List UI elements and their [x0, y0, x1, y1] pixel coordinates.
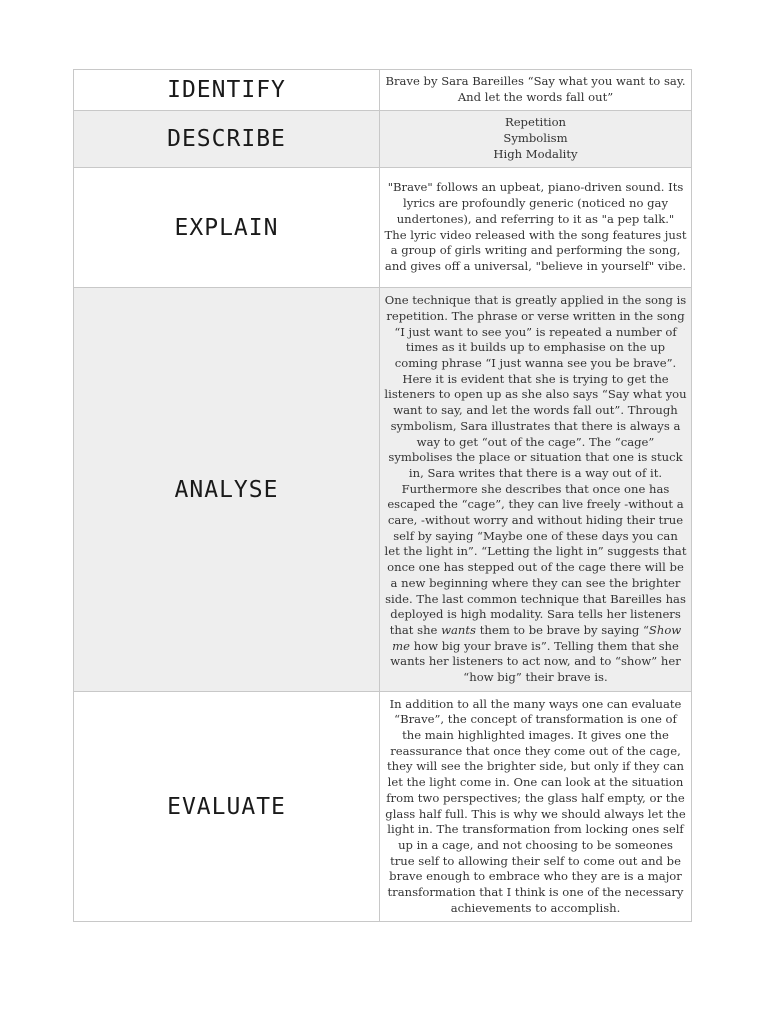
row-explain [74, 168, 692, 288]
describe-item-repetition: Repetition [504, 115, 567, 130]
row-describe [74, 111, 692, 168]
evaluate-text: In addition to all the many ways one can evaluate “Brave”, the concept of transformation is one of the main highlighted images. It gives one the reassurance that once they come out of the cage, they will see the brighter side, but only if they can let the light come in. One can look at the situation from two perspectives; the glass half empty, or the glass half full. This is why we should always let the light in. The transformation from locking ones self up in a cage, and not choosing to be someones true self to allowing their self to come out and be brave enough to embrace who they are is a major transformation that I think is one of the necessary achievements to accomplish. [380, 692, 692, 922]
row-evaluate [74, 692, 692, 922]
analyse-text-end: how big your brave is”. Telling them that she wants her listeners to act now, and to “show” her “how big” their brave is. [390, 638, 681, 685]
analyse-emphasis-show-me: Show me [392, 622, 682, 653]
analyse-label: ANALYSE [74, 288, 380, 692]
describe-list [380, 111, 692, 168]
describe-label: DESCRIBE [74, 111, 380, 168]
analyse-text-main: One technique that is greatly applied in the song is repetition. The phrase or verse written in the song “I just want to see you” is repeated a number of times as it builds up to emphasise on the up coming phrase “I just wanna see you be brave”. Here it is evident that she is trying to get the listeners to open up as she also says “Say what you want to say, and let the words fall out”. Through symbolism, Sara illustrates that there is always a way to get “out of the cage”. The “cage” symbolises the place or situation that one is stuck in, Sara writes that there is a way out of it. Furthermore she describes that once one has escaped the “cage”, they can live freely -without a care, -without worry and without hiding their true self by saying “Maybe one of these days you can let the light in”. “Letting the light in” suggests that once one has stepped out of the cage there will be a new beginning where they can see the brighter side. The last common technique that Bareilles has deployed is high modality. Sara tells her listeners that she [384, 293, 687, 637]
describe-item-high-modality: High Modality [493, 146, 578, 161]
row-analyse [74, 288, 692, 692]
describe-item-symbolism: Symbolism [503, 131, 568, 146]
explain-label: EXPLAIN [74, 168, 380, 288]
analysis-table [73, 69, 692, 922]
identify-label: IDENTIFY [74, 70, 380, 111]
analyse-text-mid: them to be brave by saying “ [479, 622, 649, 637]
evaluate-label: EVALUATE [74, 692, 380, 922]
identify-text: Brave by Sara Bareilles “Say what you want to say. And let the words fall out” [380, 70, 692, 111]
analyse-text [380, 288, 692, 692]
analyse-emphasis-wants: wants [441, 622, 477, 637]
row-identify [74, 70, 692, 111]
explain-text: "Brave" follows an upbeat, piano-driven sound. Its lyrics are profoundly generic (noticed no gay undertones), and referring to it as "a pep talk." The lyric video released with the song features just a group of girls writing and performing the song, and gives off a universal, "believe in yourself" vibe. [380, 168, 692, 288]
